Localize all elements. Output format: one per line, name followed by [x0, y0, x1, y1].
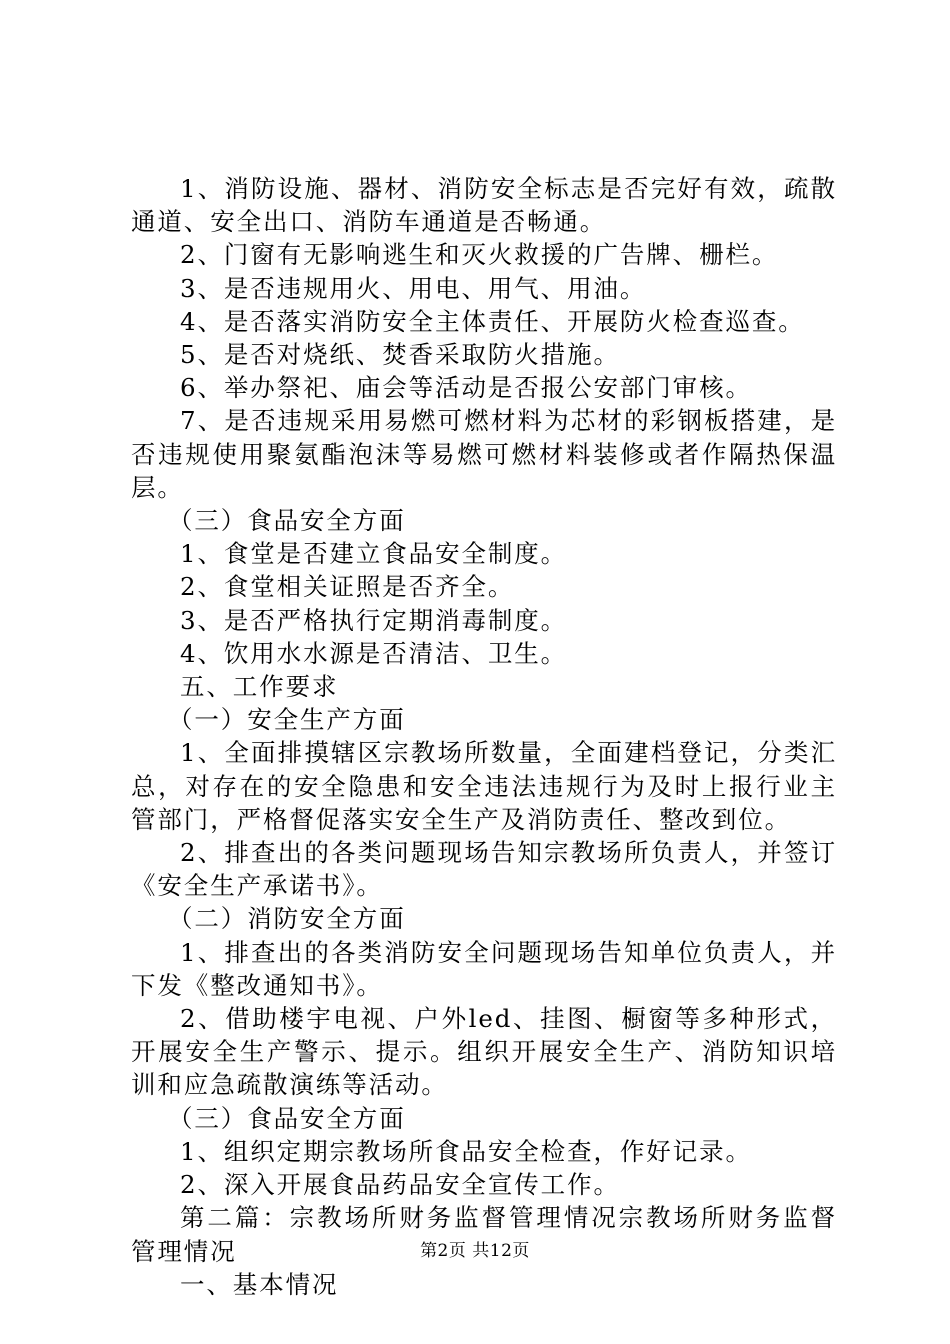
paragraph-rectification-notice: 1、排查出的各类消防安全问题现场告知单位负责人，并下发《整改通知书》。 [131, 937, 837, 1000]
document-body [131, 172, 837, 1301]
section-heading-fire-safety: （二）消防安全方面 [168, 904, 406, 934]
section-heading-production-safety: （一）安全生产方面 [168, 705, 406, 735]
section-heading-work-requirements: 五、工作要求 [180, 672, 339, 702]
section-heading-food-safety: （三）食品安全方面 [168, 506, 406, 536]
paragraph-fire-facilities: 1、消防设施、器材、消防安全标志是否完好有效，疏散通道、安全出口、消防车通道是否畅通。 [131, 174, 837, 237]
paragraph-temple-fair: 6、举办祭祀、庙会等活动是否报公安部门审核。 [180, 373, 752, 403]
paragraph-canteen-system: 1、食堂是否建立食品安全制度。 [180, 539, 568, 569]
paragraph-survey-sites: 1、全面排摸辖区宗教场所数量，全面建档登记，分类汇总，对存在的安全隐患和安全违法违规行为及时上报行业主管部门，严格督促落实安全生产及消防责任、整改到位。 [131, 738, 837, 834]
paragraph-canteen-licenses: 2、食堂相关证照是否齐全。 [180, 572, 515, 602]
paragraph-disinfection: 3、是否严格执行定期消毒制度。 [180, 605, 568, 635]
paragraph-water-source: 4、饮用水水源是否清洁、卫生。 [180, 638, 568, 668]
section-heading-basic-situation: 一、基本情况 [180, 1269, 339, 1299]
paragraph-steel-board: 7、是否违规采用易燃可燃材料为芯材的彩钢板搭建，是否违规使用聚氨酯泡沫等易燃可燃材料装修或者作隔热保温层。 [131, 406, 837, 502]
paragraph-incense: 5、是否对烧纸、焚香采取防火措施。 [180, 340, 620, 370]
chapter-heading-part-two: 第二篇：宗教场所财务监督管理情况宗教场所财务监督管理情况 [131, 1203, 837, 1266]
paragraph-fire-use: 3、是否违规用火、用电、用气、用油。 [180, 273, 647, 303]
paragraph-commitment-letter: 2、排查出的各类问题现场告知宗教场所负责人，并签订《安全生产承诺书》。 [131, 838, 837, 901]
page-footer: 第2页 共12页 [420, 1241, 530, 1261]
paragraph-food-inspection: 1、组织定期宗教场所食品安全检查，作好记录。 [180, 1136, 752, 1166]
paragraph-food-publicity: 2、深入开展食品药品安全宣传工作。 [180, 1170, 620, 1200]
paragraph-publicity-training: 2、借助楼宇电视、户外led、挂图、橱窗等多种形式，开展安全生产警示、提示。组织开展安全生产、消防知识培训和应急疏散演练等活动。 [131, 1004, 837, 1100]
paragraph-doors-windows: 2、门窗有无影响逃生和灭火救援的广告牌、栅栏。 [180, 240, 779, 270]
section-heading-food-safety-2: （三）食品安全方面 [168, 1103, 406, 1133]
paragraph-fire-responsibility: 4、是否落实消防安全主体责任、开展防火检查巡查。 [180, 306, 805, 336]
